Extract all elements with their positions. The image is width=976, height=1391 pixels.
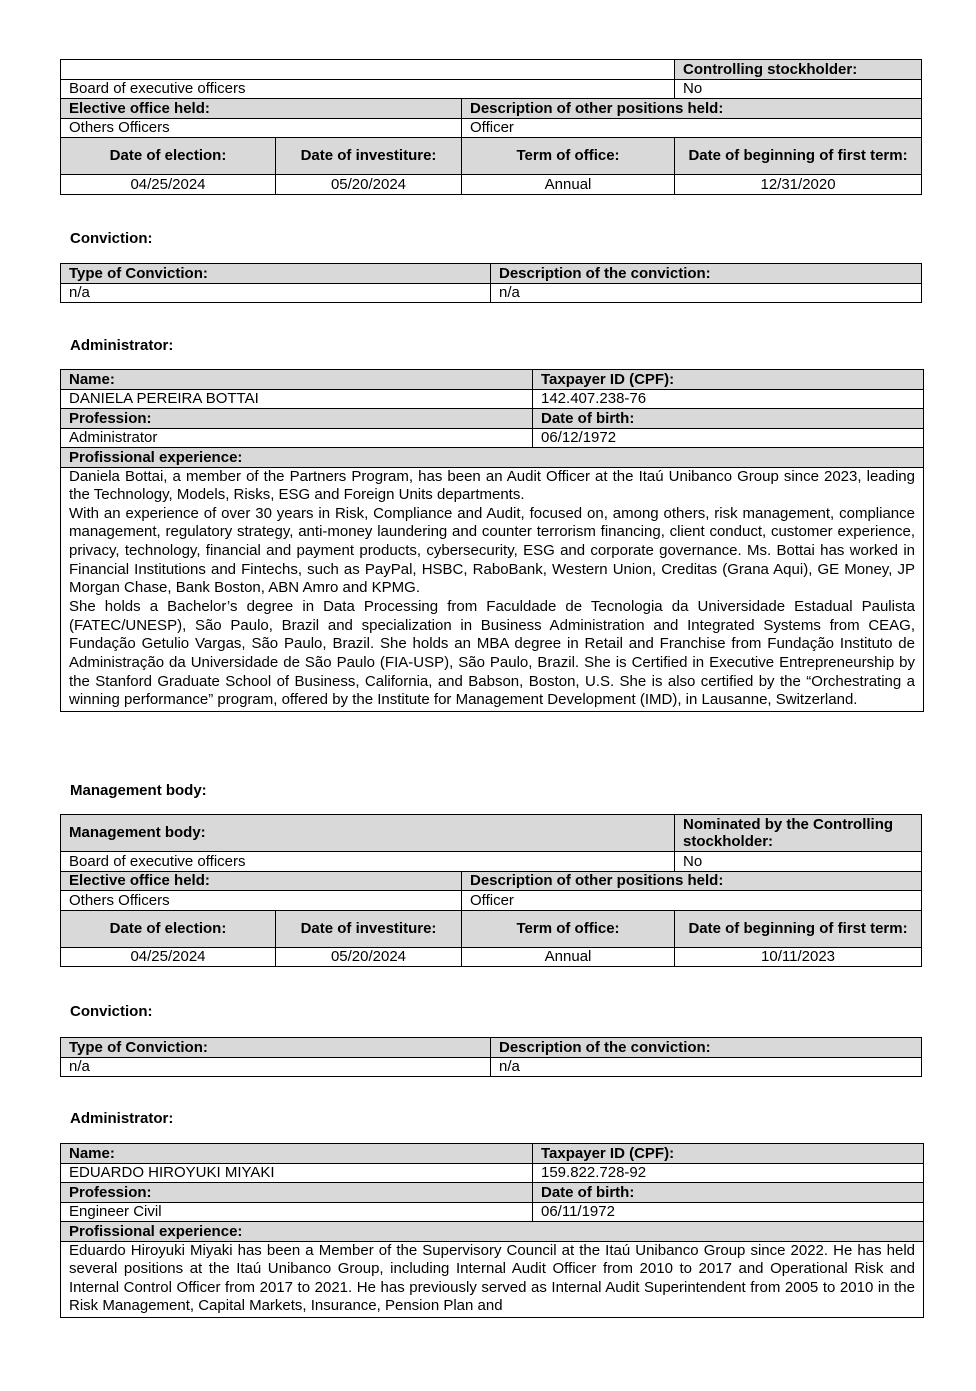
experience-text [61, 1241, 924, 1318]
date-of-birth-label: Date of birth: [533, 409, 924, 429]
date-of-birth-value: 06/11/1972 [533, 1202, 924, 1222]
investiture-date-value: 05/20/2024 [276, 175, 462, 195]
conviction-description-label: Description of the conviction: [491, 1038, 922, 1058]
experience-paragraph: Eduardo Hiroyuki Miyaki has been a Member of the Supervisory Council at the Itaú Unibanco Group since 2022. He has held several positions at the Itaú Unibanco Group, including Internal Audit Officer from 2010 to 2017 and Operational Risk and Internal Control Officer from 2017 to 2021. He has previously served as Internal Audit Superintendent from 2005 to 2010 in the Risk Management, Capital Markets, Insurance, Pension Plan and [69, 1241, 915, 1315]
management-body-label: Management body: [61, 815, 675, 852]
management-body-table-2 [60, 814, 922, 967]
experience-paragraph: Daniela Bottai, a member of the Partners Program, has been an Audit Officer at the Itaú Unibanco Group since 2023, leading the Technology, Models, Risks, ESG and Foreign Units departments. [69, 467, 915, 504]
date-of-birth-value: 06/12/1972 [533, 428, 924, 448]
name-label: Name: [61, 370, 533, 390]
management-body-value: Board of executive officers [61, 852, 675, 872]
first-term-date-label: Date of beginning of first term: [675, 910, 922, 947]
election-date-value: 04/25/2024 [61, 947, 276, 967]
conviction-type-value: n/a [61, 283, 491, 303]
administrator-heading-1: Administrator: [70, 337, 174, 354]
term-of-office-label: Term of office: [462, 138, 675, 175]
name-value: EDUARDO HIROYUKI MIYAKI [61, 1163, 533, 1183]
management-body-label-cell [61, 60, 675, 80]
management-body-table-1 [60, 59, 922, 195]
nominated-by-controlling-value: No [675, 852, 922, 872]
conviction-table-2 [60, 1037, 922, 1077]
investiture-date-value: 05/20/2024 [276, 947, 462, 967]
taxpayer-id-value: 142.407.238-76 [533, 389, 924, 409]
elective-office-label: Elective office held: [61, 871, 462, 891]
other-positions-label: Description of other positions held: [462, 871, 922, 891]
investiture-date-label: Date of investiture: [276, 138, 462, 175]
conviction-type-value: n/a [61, 1057, 491, 1077]
elective-office-value: Others Officers [61, 118, 462, 138]
other-positions-value: Officer [462, 118, 922, 138]
investiture-date-label: Date of investiture: [276, 910, 462, 947]
first-term-date-value: 12/31/2020 [675, 175, 922, 195]
management-body-heading-2: Management body: [70, 782, 207, 799]
term-of-office-label: Term of office: [462, 910, 675, 947]
conviction-description-label: Description of the conviction: [491, 264, 922, 284]
name-label: Name: [61, 1144, 533, 1164]
experience-paragraph: She holds a Bachelor’s degree in Data Processing from Faculdade de Tecnologia da Universidade Estadual Paulista (FATEC/UNESP), São Paulo, Brazil and specialization in Business Administration and Integrated Systems from CEAG, Fundação Getulio Vargas, São Paulo, Brazil. She holds an MBA degree in Retail and Franchise from Fundação Instituto de Administração da Universidade de São Paulo (FIA-USP), São Paulo, Brazil. She is Certified in Executive Entrepreneurship by the Stanford Graduate School of Business, California, and Babson, Boston, U.S. She is also certified by the “Orchestrating a winning performance” program, offered by the Institute for Management Development (IMD), in Lausanne, Switzerland. [69, 598, 915, 709]
elective-office-value: Others Officers [61, 891, 462, 911]
profession-label: Profession: [61, 409, 533, 429]
profession-value: Engineer Civil [61, 1202, 533, 1222]
profession-value: Administrator [61, 428, 533, 448]
experience-text [61, 467, 924, 712]
profession-label: Profession: [61, 1183, 533, 1203]
administrator-table-2 [60, 1143, 924, 1318]
other-positions-value: Officer [462, 891, 922, 911]
first-term-date-value: 10/11/2023 [675, 947, 922, 967]
administrator-heading-2: Administrator: [70, 1110, 174, 1127]
date-of-birth-label: Date of birth: [533, 1183, 924, 1203]
name-value: DANIELA PEREIRA BOTTAI [61, 389, 533, 409]
experience-label: Profissional experience: [61, 448, 924, 468]
management-body-value: Board of executive officers [61, 79, 675, 99]
conviction-description-value: n/a [491, 283, 922, 303]
conviction-description-value: n/a [491, 1057, 922, 1077]
first-term-date-label: Date of beginning of first term: [675, 138, 922, 175]
conviction-type-label: Type of Conviction: [61, 264, 491, 284]
conviction-table-1 [60, 263, 922, 303]
taxpayer-id-label: Taxpayer ID (CPF): [533, 370, 924, 390]
election-date-label: Date of election: [61, 910, 276, 947]
conviction-heading-2: Conviction: [70, 1003, 153, 1020]
term-of-office-value: Annual [462, 947, 675, 967]
experience-paragraph: With an experience of over 30 years in Risk, Compliance and Audit, focused on, among others, risk management, compliance management, regulatory strategy, anti-money laundering and counter terrorism financing, client conduct, customer experience, privacy, technology, financial and payment products, cybersecurity, ESG and corporate governance. Ms. Bottai has worked in Financial Institutions and Fintechs, such as PayPal, HSBC, RaboBank, Western Union, Creditas (Grana Aqui), GE Money, JP Morgan Chase, Bank Boston, ABN Amro and KPMG. [69, 504, 915, 597]
election-date-label: Date of election: [61, 138, 276, 175]
conviction-type-label: Type of Conviction: [61, 1038, 491, 1058]
election-date-value: 04/25/2024 [61, 175, 276, 195]
administrator-table-1 [60, 369, 924, 712]
controlling-stockholder-label: Controlling stockholder: [675, 60, 922, 80]
elective-office-label: Elective office held: [61, 99, 462, 119]
term-of-office-value: Annual [462, 175, 675, 195]
taxpayer-id-label: Taxpayer ID (CPF): [533, 1144, 924, 1164]
nominated-by-controlling-label: Nominated by the Controlling stockholder: [675, 815, 922, 852]
other-positions-label: Description of other positions held: [462, 99, 922, 119]
experience-label: Profissional experience: [61, 1222, 924, 1242]
taxpayer-id-value: 159.822.728-92 [533, 1163, 924, 1183]
conviction-heading-1: Conviction: [70, 230, 153, 247]
controlling-stockholder-value: No [675, 79, 922, 99]
